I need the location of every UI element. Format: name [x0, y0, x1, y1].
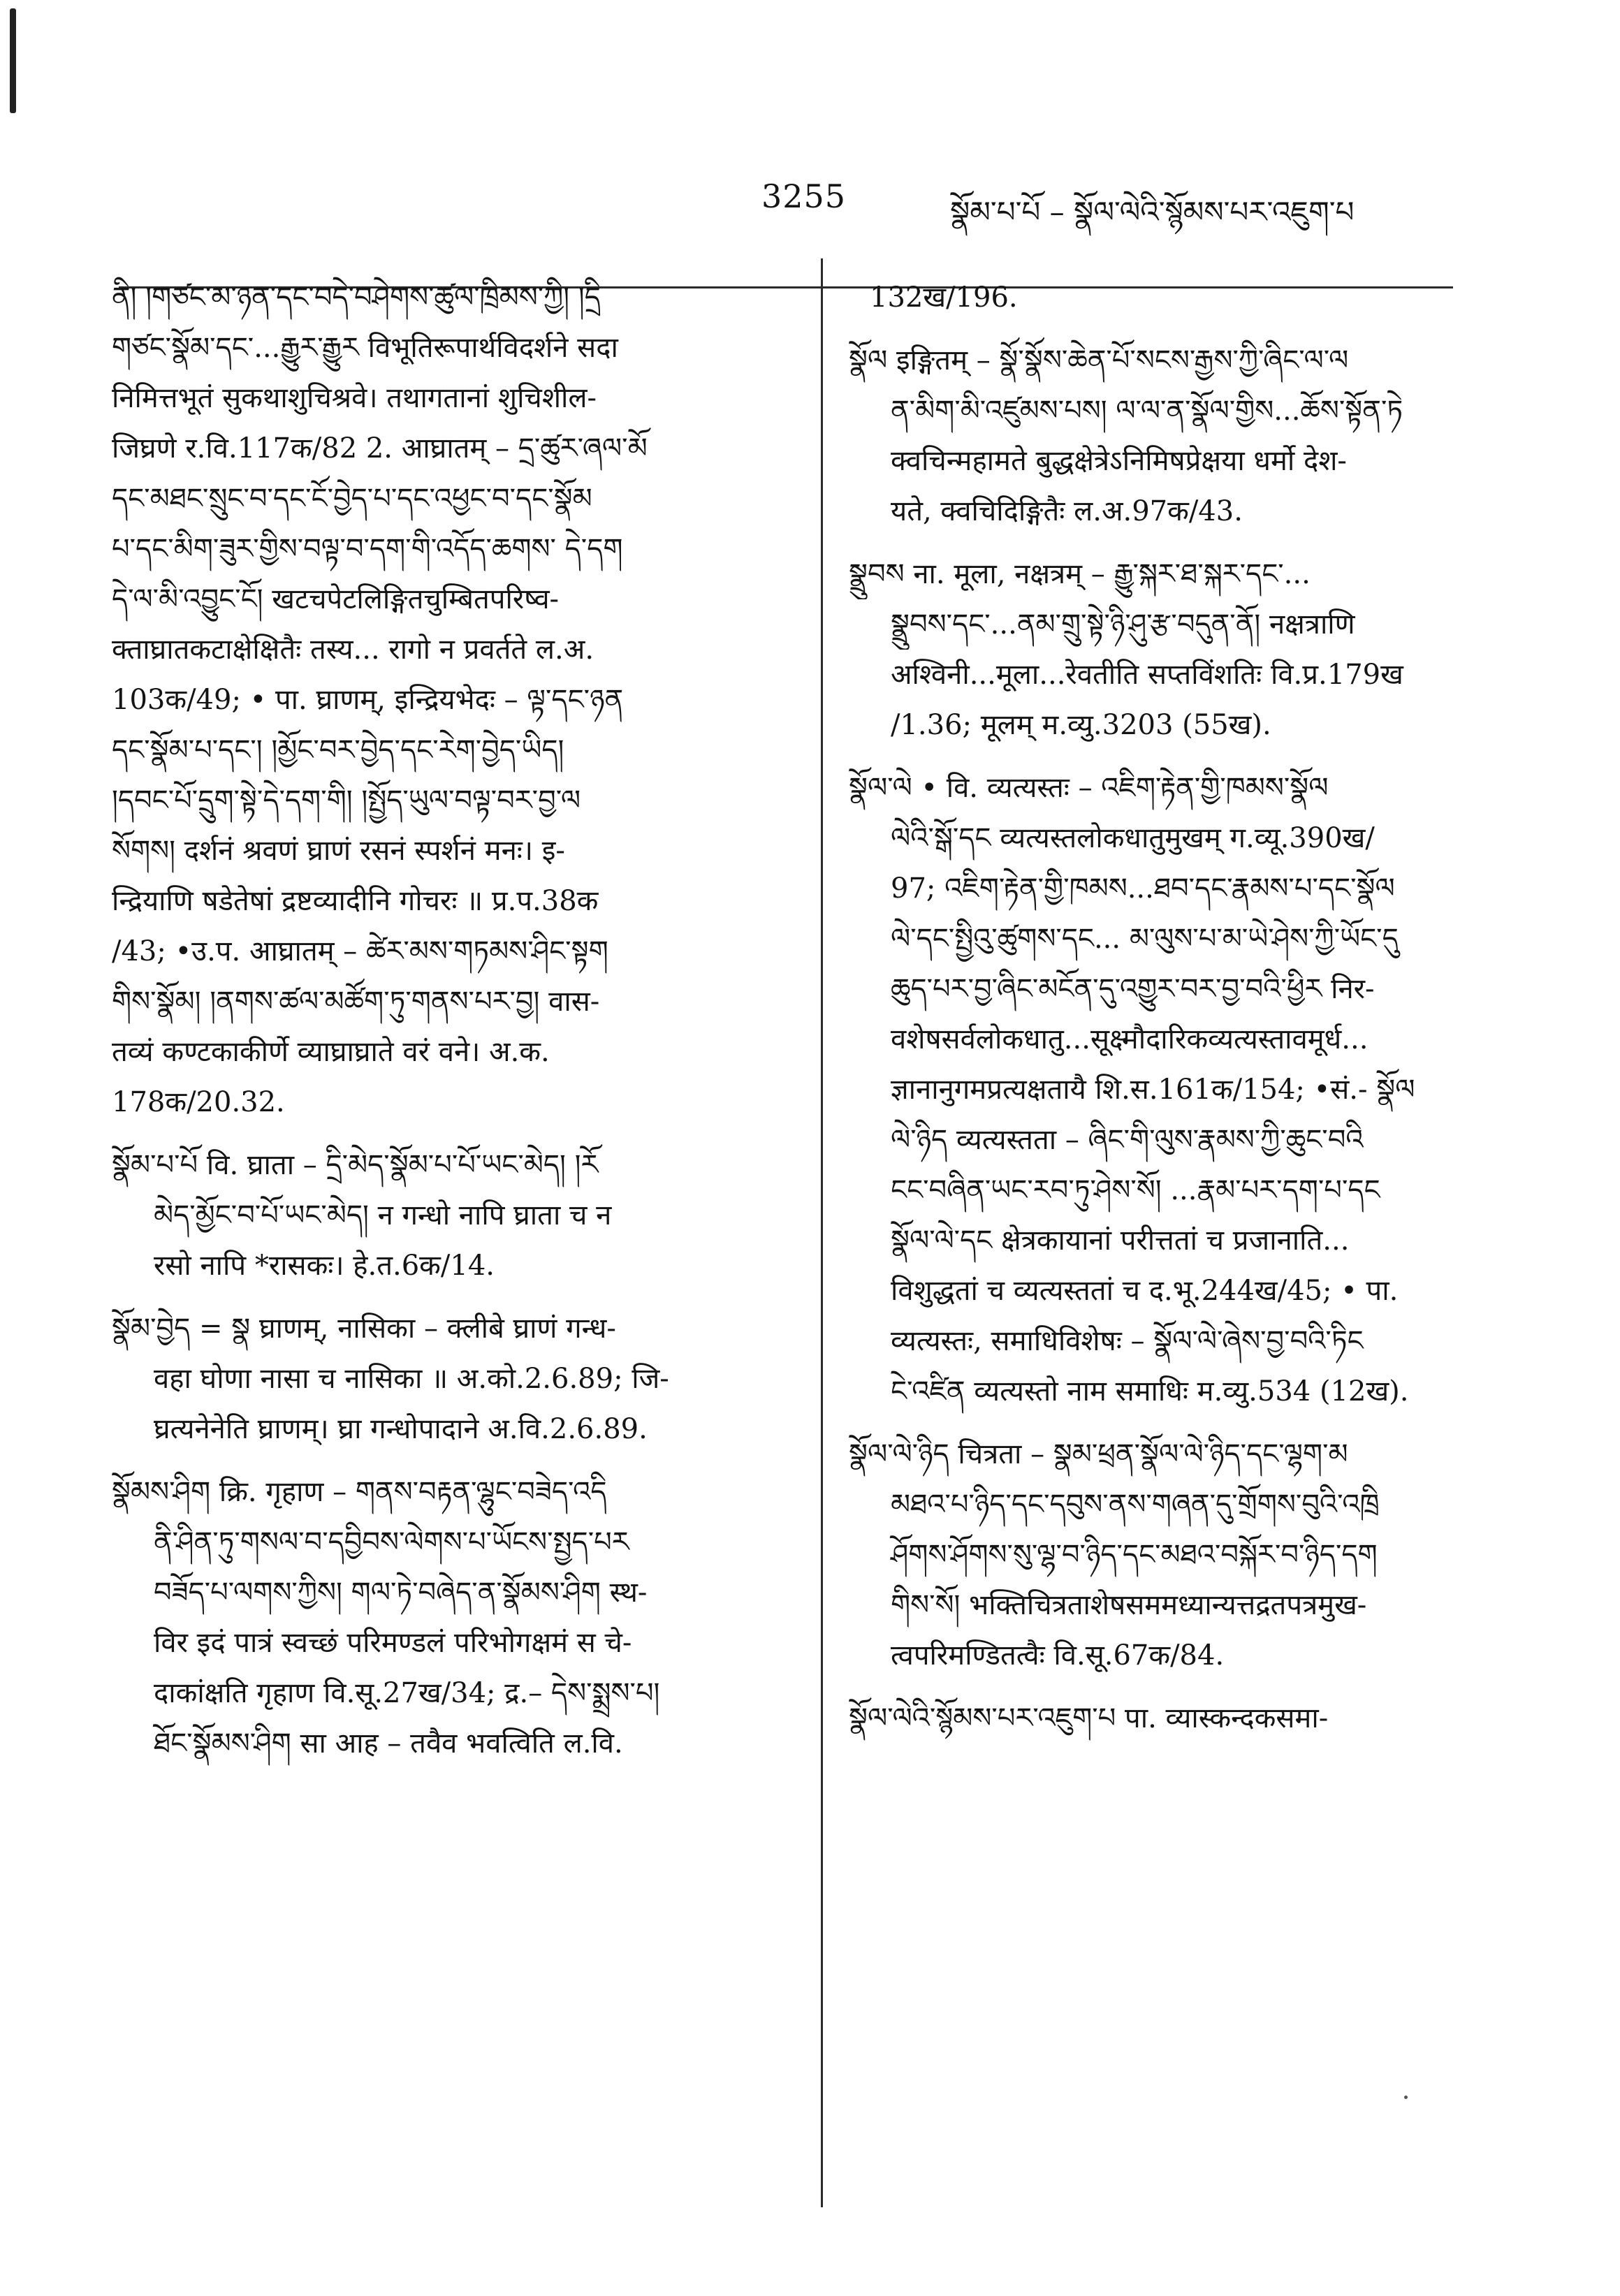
entry-line: བཟོད་པ་ལགས་ཀྱིས། གལ་ཏེ་བཞེད་ན་སྣོམས་ཤིག स्थ-: [154, 1577, 648, 1609]
entry-line: /43; •उ.प. आघ्रातम् – ཚེར་མས་གཏམས་ཤིང་སྟག: [112, 935, 608, 967]
entry-line: ཆུད་པར་བྱ་ཞིང་མངོན་དུ་འགྱུར་བར་བྱ་བའི་ཕྱིར निर-: [891, 973, 1375, 1005]
left-column: [112, 272, 800, 1781]
entry-line: अश्विनी...मूला...रेवतीति सप्तविंशतिः वि.प्र.179ख: [891, 659, 1403, 691]
entry-headline: སྣོལ इङ्गितम् – སྣོ་སྣོས་ཆེན་པོ་སངས་རྒྱས་ཀྱི་ཞིང་ལ་ལ: [849, 344, 1349, 376]
entry-line: वहा घोणा नासा च नासिका ॥ अ.को.2.6.89; जि-: [154, 1363, 669, 1395]
entry-headline: 132ख/196.: [870, 281, 1018, 314]
entry-line: དང་སྣོམ་པ་དང་། །མྱོང་བར་བྱེད་དང་རེག་བྱེད་ཡིད།: [112, 734, 564, 766]
entry-line: 178क/20.32.: [112, 1086, 285, 1118]
page-header: [761, 162, 1460, 229]
dictionary-entry: [849, 272, 1457, 323]
entry-line: ངེ་འཛིན व्यत्यस्तो नाम समाधिः म.व्यु.534 (12ख).: [891, 1375, 1409, 1407]
dictionary-entry: [849, 1693, 1457, 1743]
entry-line: ज्ञानानुगमप्रत्यक्षतायै शि.स.161क/154; •सं.- སྣོལ: [891, 1074, 1415, 1106]
entry-line: ངང་བཞིན་ཡང་རབ་ཏུ་ཤེས་སོ། ...རྣམ་པར་དག་པ་དང: [891, 1174, 1380, 1206]
entry-line: མཐའ་པ་ཉིད་དང་དབུས་ནས་གཞན་དུ་གྲོགས་བུའི་འཁྲི: [891, 1489, 1380, 1521]
entry-line: སྣོལ་ལེ་དང क्षेत्रकायानां परीत्ततां च प्रजानाति...: [891, 1224, 1350, 1257]
entry-line: वशेषसर्वलोकधातु...सूक्ष्मौदारिकव्यत्यस्तावमूर्ध...: [891, 1023, 1369, 1055]
entry-line: क्ताघ्रातकटाक्षेक्षितैः तस्य... रागो न प्रवर्तते ल.अ.: [112, 634, 594, 666]
entry-line: ལེའི་སྒོ་དང व्यत्यस्तलोकधातुमुखम् ग.व्यू.390ख/: [891, 822, 1375, 854]
entry-line: མེད་མྱོང་བ་པོ་ཡང་མེད། न गन्धो नापि घ्राता च न: [154, 1199, 612, 1231]
entry-line: སོགས། दर्शनं श्रवणं घ्राणं रसनं स्पर्शनं मनः। इ-: [112, 835, 565, 867]
entry-line: निमित्तभूतं सुकथाशुचिश्रवे। तथागतानां शुचिशील-: [112, 382, 597, 414]
entry-line: ལེ་ཉིད व्यत्यस्तता – ཞིང་གི་ལུས་རྣམས་ཀྱི་ཆུང་བའི: [891, 1124, 1364, 1156]
entry-line: 103क/49; • पा. घ्राणम्, इन्द्रियभेदः – ལྟ་དང་ཉན: [112, 684, 624, 716]
entry-line: विशुद्धतां च व्यत्यस्ततां च द.भू.244ख/45; • पा.: [891, 1275, 1399, 1307]
entry-headline: སྣོམ་བྱེད = སྣ घ्राणम्, नासिका – क्लीबे घ्राणं गन्ध-: [112, 1312, 616, 1345]
dictionary-entry: [849, 335, 1457, 536]
entry-line: གཙང་སྣོམ་དང་...རྒྱུར་རྒྱུར विभूतिरूपार्थविदर्शने सदा: [112, 332, 618, 364]
entry-line: །དབང་པོ་དྲུག་སྟེ་དེ་དག་གི། །སྤྱོད་ཡུལ་བལྟ་བར་བྱ་ལ: [112, 784, 581, 817]
entry-line: དེ་ལ་མི་འབྱུང་ངོ། खटचपेटलिङ्गितचुम्बितपरिष्व-: [112, 583, 560, 615]
entry-line: གིས་སྣོམ། །ནགས་ཚལ་མཚོག་ཏུ་གནས་པར་བྱ། वास-: [112, 986, 600, 1018]
entry-line: न्द्रियाणि षडेतेषां द्रष्टव्यादीनि गोचरः ॥ प्र.प.38क: [112, 885, 599, 917]
entry-line: 97; འཇིག་རྟེན་གྱི་ཁམས...ཐབ་དང་རྣམས་པ་དང་སྣོལ: [891, 872, 1395, 905]
entry-line: ལེ་དང་སྤྱིའུ་ཚུགས་དང... མ་ལུས་པ་མ་ཡེ་ཤེས་ཀྱི་ཡོང་དུ: [891, 923, 1399, 955]
entry-line: दाकांक्षति गृहाण वि.सू.27ख/34; द्र.– དེས་སྨྲས་པ།: [154, 1677, 660, 1709]
scan-edge-mark: [10, 8, 16, 113]
column-divider: [821, 258, 823, 2207]
dictionary-entry: [112, 1303, 800, 1454]
entry-line: त्वपरिमण्डितत्वैः वि.सू.67क/84.: [891, 1639, 1225, 1672]
entry-line: जिघ्रणे र.वि.117क/82 2. आघ्रातम् – དྲ་ཚུར་ཞལ་མོ: [112, 432, 648, 465]
entry-line: ན་མིག་མི་འཛུམས་པས། ལ་ལ་ན་སྣོལ་གྱིས...ཆོས་སྟོན་ཏེ: [891, 395, 1403, 427]
scan-speck: [1404, 2096, 1408, 2099]
entry-line: ཐོང་སྣོམས་ཤིག सा आह – तवैव भवत्विति ल.वि.: [154, 1727, 623, 1760]
entry-line: रसो नापि *रासकः। हे.त.6क/14.: [154, 1250, 495, 1282]
entry-headline: སྣྲུབས ना. मूला, नक्षत्रम् – རྒྱུ་སྐར་ཐ་སྐར་དང་...: [849, 558, 1311, 590]
entry-line: यते, क्वचिदिङ्गितैः ल.अ.97क/43.: [891, 495, 1243, 527]
entry-line: तव्यं कण्टकाकीर्णे व्याघ्राघ्राते वरं वने। अ.क.: [112, 1036, 550, 1068]
dictionary-entry: [112, 1467, 800, 1769]
page-number: 3255: [761, 177, 847, 215]
right-column: [849, 272, 1457, 1756]
entry-line: གིས་སོ། भक्तिचित्रताशेषसममध्यान्यत्तद्रतपत्रमुख-: [891, 1589, 1367, 1621]
entry-line: घ्रत्यनेनेति घ्राणम्। घ्रा गन्धोपादाने अ.वि.2.6.89.: [154, 1413, 648, 1445]
entry-line: པ་དང་མིག་ཟུར་གྱིས་བལྟ་བ་དག་གི་འདོད་ཆགས་ དེ་དག: [112, 533, 623, 565]
dictionary-entry: [849, 1429, 1457, 1681]
entry-headline: སྣོམས་ཤིག क्रि. गृहाण – གནས་བརྟན་ལྷུང་བཟེད་འདི: [112, 1476, 607, 1508]
dictionary-entry: [112, 1140, 800, 1291]
entry-headline: སྣོམ་པ་པོ वि. घ्राता – དྲི་མེད་སྣོམ་པ་པོ་ཡང་མེད། །རོ: [112, 1149, 599, 1181]
entry-line: དང་མཐང་སྲུང་བ་དང་ངོ་བྱེད་པ་དང་འཕྱང་བ་དང་སྣོམ: [112, 483, 592, 515]
entry-line: ཤོགས་ཤོགས་སུ་ལྷ་བ་ཉིད་དང་མཐའ་བསྐོར་བ་ཉིད་དག: [891, 1539, 1378, 1571]
running-head: སྣོམ་པ་པོ – སྣོལ་ལེའི་སྙོམས་པར་འཇུག་པ: [950, 195, 1355, 229]
entry-line: ནི་ཤིན་ཏུ་གསལ་བ་དབྱིབས་ལེགས་པ་ཡོངས་སྤྱད་པར: [154, 1526, 629, 1558]
entry-line: विर इदं पात्रं स्वच्छं परिमण्डलं परिभोगक्षमं स चे-: [154, 1627, 632, 1659]
entry-line: སྣྲུབས་དང་...ནམ་གྲུ་སྟེ་ཉི་ཤུ་རྩ་བདུན་ནོ། नक्षत्राणि: [891, 608, 1355, 641]
entry-headline: ནི། །གཙང་མ་ཉན་དང་བདེ་བཤེགས་ཚུལ་ཁྲིམས་ཀྱི། །དྲི: [112, 281, 601, 314]
entry-line: /1.36; मूलम् म.व्यु.3203 (55ख).: [891, 709, 1271, 741]
dictionary-entry: [849, 763, 1457, 1417]
entry-headline: སྣོལ་ལེ • वि. व्यत्यस्तः – འཇིག་རྟེན་གྱི་ཁམས་སྣོལ: [849, 772, 1329, 804]
dictionary-entry: [849, 549, 1457, 750]
entry-line: क्वचिन्महामते बुद्धक्षेत्रेऽनिमिषप्रेक्षया धर्मो देश-: [891, 445, 1347, 477]
entry-line: व्यत्यस्तः, समाधिविशेषः – སྣོལ་ལེ་ཞེས་བྱ་བའི་ཏིང: [891, 1325, 1364, 1357]
entry-headline: སྣོལ་ལེའི་སྙོམས་པར་འཇུག་པ पा. व्यास्कन्दकसमा-: [849, 1702, 1329, 1734]
entry-headline: སྣོལ་ལེ་ཉིད चित्रता – སྣམ་ཕྲན་སྣོལ་ལེ་ཉིད་དང་ལྷག་མ: [849, 1438, 1348, 1470]
dictionary-entry: [112, 272, 800, 1127]
